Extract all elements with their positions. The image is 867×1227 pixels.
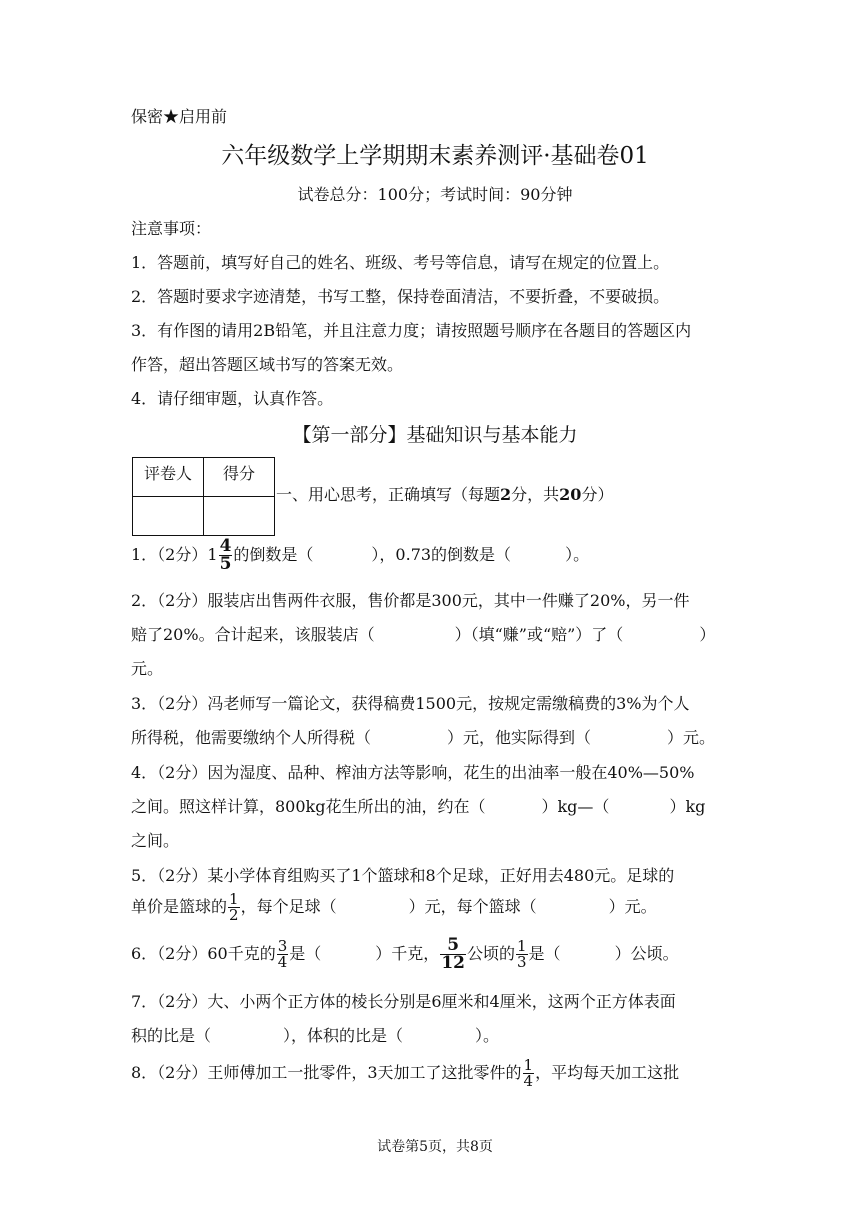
q8-text: 8．（2分）王师傅加工一批零件，3天加工了这批零件的 — [131, 1063, 522, 1082]
denominator: 3 — [517, 953, 527, 971]
q4-text: ）kg — [669, 797, 706, 816]
q5-text: ，每个足球（ — [240, 897, 337, 916]
q1-fraction — [219, 538, 233, 573]
question-4-line — [131, 794, 705, 817]
q3-text: ）元，他实际得到（ — [447, 728, 592, 747]
question-7-line — [131, 1023, 499, 1046]
denominator: 12 — [441, 953, 465, 973]
denominator: 2 — [229, 906, 239, 924]
q6-fraction-1 — [277, 939, 289, 970]
question-2-line: 元。 — [131, 659, 164, 678]
q1-text: 的倒数是（ — [233, 545, 314, 564]
section-points: 2 — [500, 485, 512, 504]
notes-item: 作答，超出答题区域书写的答案无效。 — [131, 355, 404, 374]
question-4-line: 之间。 — [131, 831, 180, 850]
confidential-label: 保密★启用前 — [131, 107, 228, 126]
q1-label: 1．（2分） — [131, 545, 208, 564]
q6-fraction-2 — [440, 937, 466, 972]
numerator: 4 — [219, 536, 232, 556]
numerator: 1 — [229, 890, 239, 908]
notes-item: 2．答题时要求字迹清楚，书写工整，保持卷面清洁，不要折叠，不要破损。 — [131, 287, 670, 306]
q5-text: ）元。 — [608, 897, 657, 916]
q2-text: ） — [699, 625, 716, 644]
page-title: 六年级数学上学期期末素养测评·基础卷01 — [221, 143, 649, 169]
question-3-line — [131, 725, 715, 748]
q4-text: 之间。照这样计算，800kg花生所出的油，约在（ — [131, 797, 486, 816]
notes-item: 3．有作图的请用2B铅笔，并且注意力度；请按照题号顺序在各题目的答题区内 — [131, 321, 692, 340]
q6-text: 是（ — [289, 944, 322, 963]
denominator: 4 — [523, 1072, 534, 1090]
denominator: 5 — [219, 554, 232, 574]
section-total: 20 — [559, 485, 582, 504]
q8-text: ，平均每天加工这批 — [535, 1063, 680, 1082]
q5-text: ）元，每个篮球（ — [408, 897, 537, 916]
notes-item: 1．答题前，填写好自己的姓名、班级、考号等信息，请写在规定的位置上。 — [131, 253, 670, 272]
score-cell[interactable] — [204, 497, 275, 536]
denominator: 4 — [277, 953, 288, 971]
page-footer: 试卷第5页，共8页 — [377, 1139, 493, 1155]
question-2-line: 2．（2分）服装店出售两件衣服，售价都是300元，其中一件赚了20%，另一件 — [131, 591, 690, 610]
question-5-line: 5．（2分）某小学体育组购买了1个篮球和8个足球，正好用去480元。足球的 — [131, 866, 675, 885]
section-title-text: 分，共 — [511, 485, 560, 504]
q6-text: 是（ — [528, 944, 561, 963]
q7-text: ），体积的比是（ — [283, 1026, 404, 1045]
q7-text: ）。 — [475, 1026, 500, 1045]
numerator: 1 — [523, 1056, 534, 1074]
grader-cell[interactable] — [133, 497, 204, 536]
q3-text: 所得税，他需要缴纳个人所得税（ — [131, 728, 372, 747]
q6-text: ）千克， — [375, 944, 440, 963]
question-1 — [131, 538, 589, 573]
section-title-text: 分） — [581, 485, 614, 504]
section-title-text: 一、用心思考，正确填写（每题 — [276, 485, 501, 504]
q5-text: 单价是篮球的 — [131, 897, 228, 916]
numerator: 3 — [277, 937, 288, 955]
q6-text: 6．（2分）60千克的 — [131, 944, 276, 963]
score-header: 得分 — [204, 458, 275, 497]
question-2-line — [131, 622, 715, 645]
q3-text: ）元。 — [667, 728, 716, 747]
notes-heading: 注意事项： — [131, 219, 212, 238]
section-title — [276, 482, 613, 505]
q1-text: ），0.73的倒数是（ — [371, 545, 512, 564]
q1-whole: 1 — [207, 545, 218, 564]
numerator: 5 — [447, 935, 460, 955]
question-7-line: 7．（2分）大、小两个正方体的棱长分别是6厘米和4厘米，这两个正方体表面 — [131, 992, 676, 1011]
q8-fraction — [523, 1058, 535, 1089]
question-8 — [131, 1058, 679, 1089]
q6-text: 公顷的 — [466, 944, 515, 963]
q7-text: 积的比是（ — [131, 1026, 212, 1045]
part-title: 【第一部分】基础知识与基本能力 — [292, 424, 578, 446]
notes-item: 4．请仔细审题，认真作答。 — [131, 389, 334, 408]
q6-fraction-3 — [516, 939, 528, 970]
question-4-line: 4．（2分）因为湿度、品种、榨油方法等影响，花生的出油率一般在40%—50% — [131, 763, 695, 782]
exam-meta: 试卷总分：100分；考试时间：90分钟 — [297, 185, 573, 204]
grader-header: 评卷人 — [133, 458, 204, 497]
q6-text: ）公顷。 — [614, 944, 679, 963]
q1-text: ）。 — [565, 545, 590, 564]
numerator: 1 — [517, 937, 527, 955]
score-table — [132, 457, 275, 536]
q2-text: 赔了20%。合计起来，该服装店（ — [131, 625, 375, 644]
q2-text: ）（填“赚”或“赔”）了（ — [454, 625, 624, 644]
question-5-line — [131, 892, 657, 923]
question-6 — [131, 937, 679, 972]
question-3-line: 3．（2分）冯老师写一篇论文，获得稿费1500元，按规定需缴稿费的3%为个人 — [131, 694, 690, 713]
q5-fraction — [228, 892, 240, 923]
q4-text: ）kg—（ — [541, 797, 610, 816]
